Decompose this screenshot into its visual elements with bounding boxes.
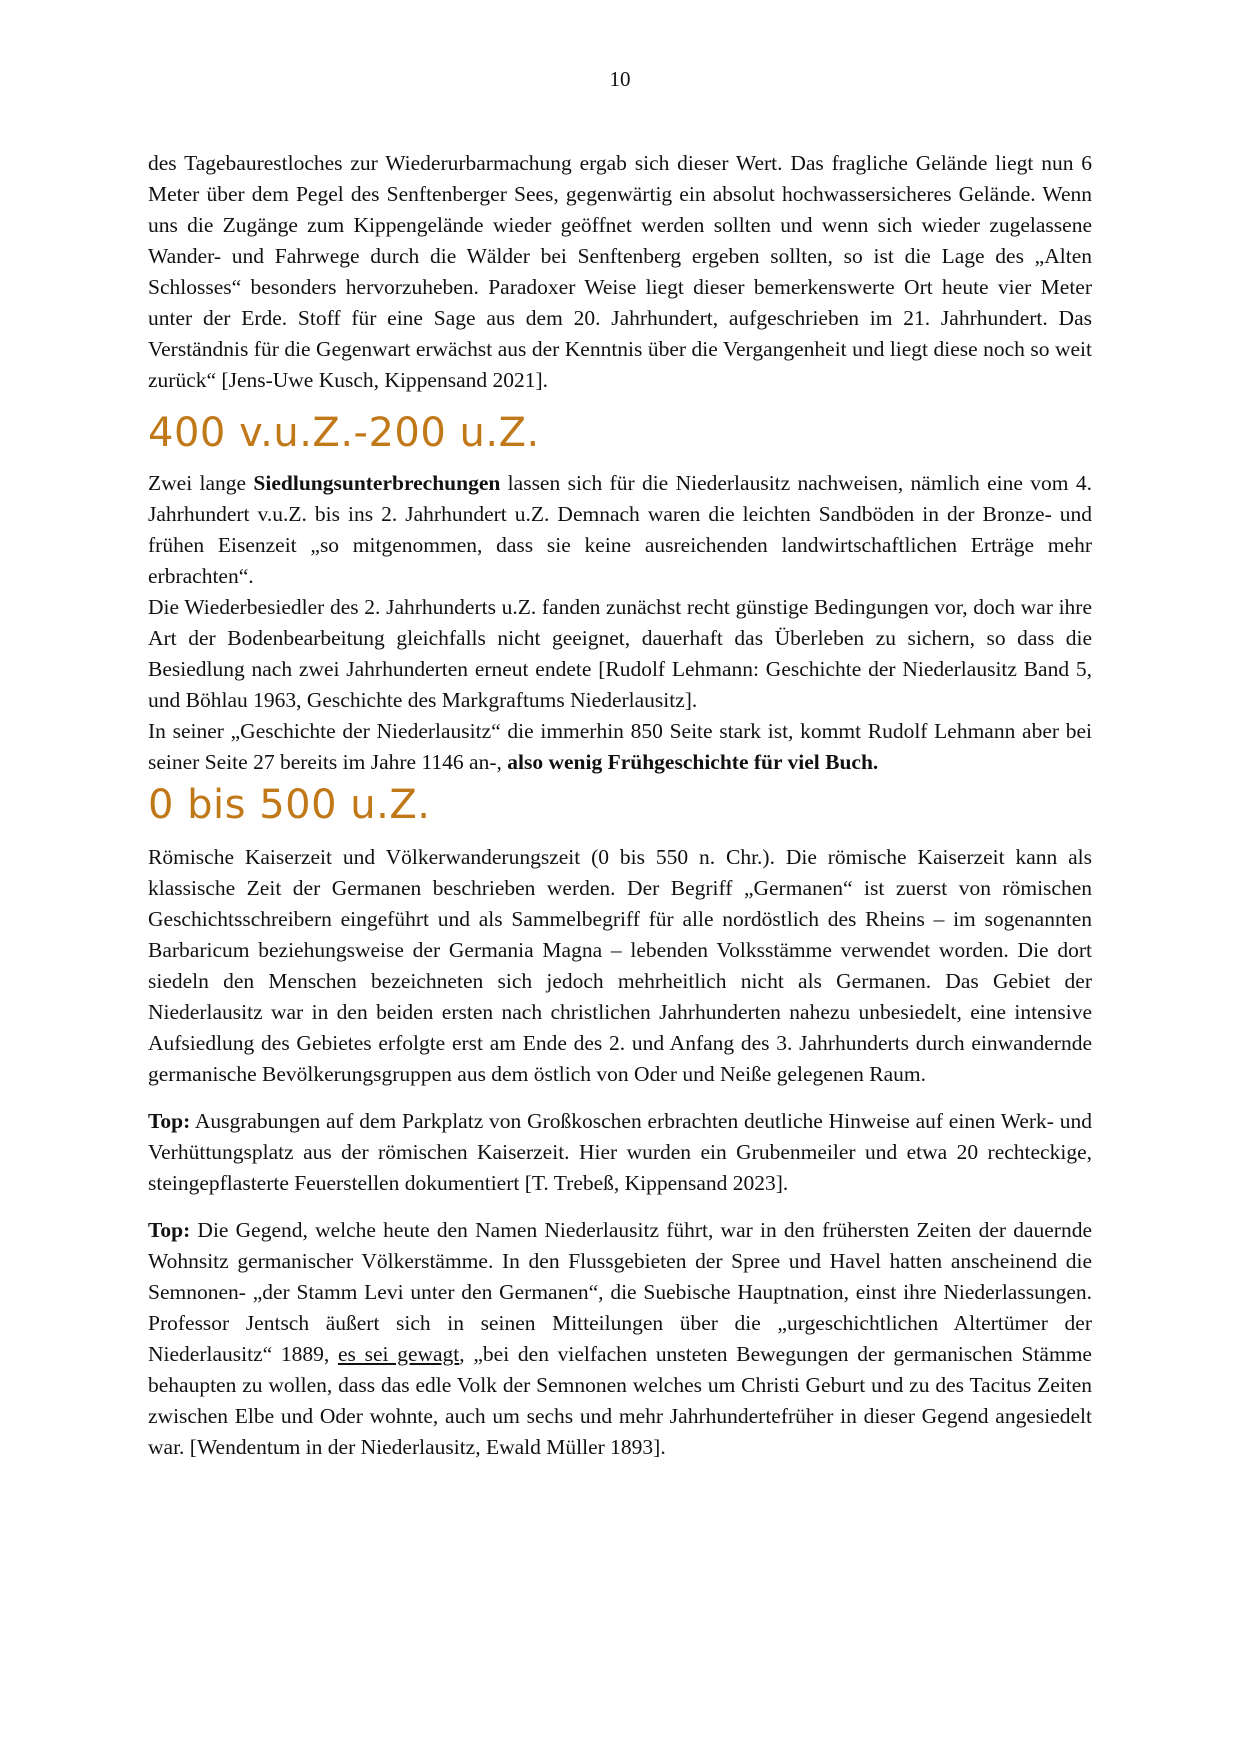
text-run: Zwei lange xyxy=(148,471,254,495)
bold-remark: also wenig Frühgeschichte für viel Buch. xyxy=(507,750,879,774)
page-number: 10 xyxy=(609,67,631,91)
section-heading-0-500-uz: 0 bis 500 u.Z. xyxy=(148,782,431,828)
top-grosskoschen-paragraph xyxy=(148,1106,1092,1199)
intro-paragraph: des Tagebaurestloches zur Wiederurbarmachung ergab sich dieser Wert. Das fragliche Gelände liegt nun 6 Meter über dem Pegel des Senftenberger Sees, gegenwärtig ein absolut hochwassersicheres Gelände. Wenn uns die Zugänge zum Kippengelände wieder geöffnet werden sollten und wenn sich wieder zugelassene Wander- und Fahrwege durch die Wälder bei Senftenberg ergeben sollten, so ist die Lage des „Alten Schlosses“ besonders hervorzuheben. Paradoxer Weise liegt dieser bemerkenswerte Ort heute vier Meter unter der Erde. Stoff für eine Sage aus dem 20. Jahrhundert, aufgeschrieben im 21. Jahrhundert. Das Verständnis für die Gegenwart erwächst aus der Kenntnis über die Vergangenheit und liegt diese noch so weit zurück“ [Jens-Uwe Kusch, Kippensand 2021]. xyxy=(148,151,1092,392)
bold-term: Siedlungsunterbrechungen xyxy=(253,471,501,495)
text-run: Ausgrabungen auf dem Parkplatz von Großkoschen erbrachten deutliche Hinweise auf einen Werk- und Verhüttungsplatz aus der römischen Kaiserzeit. Hier wurden ein Grubenmeiler und etwa 20 rechteckige, steingepflasterte Feuerstellen dokumentiert [T. Trebeß, Kippensand 2023]. xyxy=(148,1109,1092,1195)
text-run: Die Gegend, welche heute den Namen Niederlausitz führt, war in den frühersten Zeiten der dauernde Wohnsitz germanischer Völkerstämme. In den Flussgebieten der Spree und Havel hatten anscheinend die Semnonen- „der Stamm Levi unter den Germanen“, die Suebische Hauptnation, einst ihre Niederlassungen. Professor Jentsch äußert sich in seinen Mitteilungen über die „urgeschichtlichen Altertümer der Niederlausitz“ 1889, xyxy=(148,1218,1092,1366)
section-heading-400-vuz: 400 v.u.Z.-200 u.Z. xyxy=(148,410,540,456)
text-run: In seiner „Geschichte der Niederlausitz“ die immerhin 850 Seite stark ist, kommt Rudolf Lehmann aber bei seiner Seite 27 bereits im Jahre 1146 an-, xyxy=(148,719,1092,774)
text-run: lassen sich für die Niederlausitz nachweisen, nämlich eine vom 4. Jahrhundert v.u.Z. bis ins 2. Jahrhundert u.Z. Demnach waren die leichten Sandböden in der Bronze- und frühen Eisenzeit „so mitgenommen, dass sie keine ausreichenden landwirtschaftlichen Erträge mehr erbrachten“. xyxy=(148,471,1092,588)
settlement-gap-paragraph xyxy=(148,468,1092,592)
top-semnonen-paragraph xyxy=(148,1215,1092,1463)
lehmann-paragraph xyxy=(148,716,1092,778)
text-run: , „bei den vielfachen unsteten Bewegungen der germanischen Stämme behaupten zu wollen, dass das edle Volk der Semnonen welches um Christi Geburt und zu des Tacitus Zeiten zwischen Elbe und Oder wohnte, auch um sechs und mehr Jahrhundertefrüher in dieser Gegend angesiedelt war. [Wendentum in der Niederlausitz, Ewald Müller 1893]. xyxy=(148,1342,1092,1459)
top-label: Top: xyxy=(148,1109,191,1133)
resettlement-paragraph: Die Wiederbesiedler des 2. Jahrhunderts u.Z. fanden zunächst recht günstige Bedingungen vor, doch war ihre Art der Bodenbearbeitung gleichfalls nicht geeignet, dauerhaft das Überleben zu sichern, so dass die Besiedlung nach zwei Jahrhunderten erneut endete [Rudolf Lehmann: Geschichte der Niederlausitz Band 5, und Böhlau 1963, Geschichte des Markgraftums Niederlausitz]. xyxy=(148,595,1092,712)
document-body xyxy=(148,148,1092,1463)
underlined-phrase: es sei gewagt xyxy=(337,1342,460,1366)
roman-era-paragraph: Römische Kaiserzeit und Völkerwanderungszeit (0 bis 550 n. Chr.). Die römische Kaiserzeit kann als klassische Zeit der Germanen beschrieben werden. Der Begriff „Germanen“ ist zuerst von römischen Geschichtsschreibern eingeführt und als Sammelbegriff für alle nordöstlich des Rheins – im sogenannten Barbaricum beziehungsweise der Germania Magna – lebenden Volksstämme verwendet worden. Die dort siedeln den Menschen bezeichneten sich jedoch mehrheitlich nicht als Germanen. Das Gebiet der Niederlausitz war in den beiden ersten nach christlichen Jahrhunderten nahezu unbesiedelt, eine intensive Aufsiedlung des Gebietes erfolgte erst am Ende des 2. und Anfang des 3. Jahrhunderts durch einwandernde germanische Bevölkerungsgruppen aus dem östlich von Oder und Neiße gelegenen Raum. xyxy=(148,845,1092,1086)
top-label: Top: xyxy=(148,1218,191,1242)
